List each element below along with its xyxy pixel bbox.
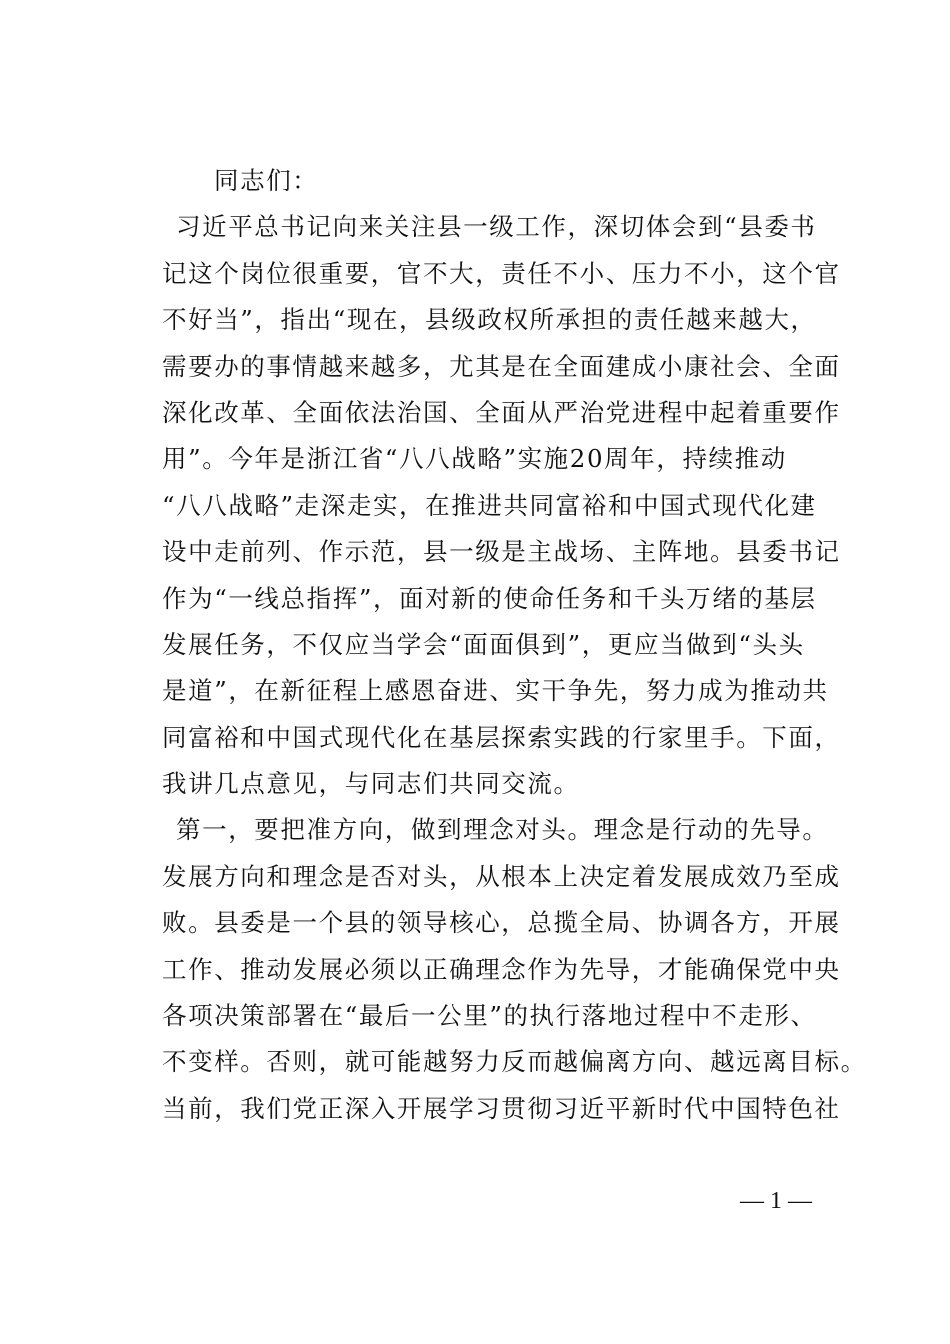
body-line: 习近平总书记向来关注县一级工作，深切体会到“县委书: [176, 212, 817, 242]
body-line: 设中走前列、作示范，县一级是主战场、主阵地。县委书记: [162, 537, 841, 567]
body-line: 不变样。否则，就可能越努力反而越偏离方向、越远离目标。: [162, 1047, 867, 1077]
body-line: 是道”，在新征程上感恩奋进、实干争先，努力成为推动共: [162, 676, 829, 706]
body-line: 发展方向和理念是否对头，从根本上决定着发展成效乃至成: [162, 861, 841, 891]
body-line: 用”。今年是浙江省“八八战略”实施20周年，持续推动: [162, 444, 787, 474]
document-body: [162, 158, 867, 1132]
body-line: 败。县委是一个县的领导核心，总揽全局、协调各方，开展: [162, 908, 841, 938]
body-line: 记这个岗位很重要，官不大，责任不小、压力不小，这个官: [162, 258, 841, 288]
body-line: 当前，我们党正深入开展学习贯彻习近平新时代中国特色社: [162, 1093, 841, 1123]
page-number: — 1 —: [740, 1188, 812, 1214]
body-line: 第一，要把准方向，做到理念对头。理念是行动的先导。: [176, 815, 829, 845]
body-line: 同富裕和中国式现代化在基层探索实践的行家里手。下面，: [162, 722, 841, 752]
body-line: “八八战略”走深走实，在推进共同富裕和中国式现代化建: [162, 490, 817, 520]
body-line: 工作、推动发展必须以正确理念作为先导，才能确保党中央: [162, 954, 841, 984]
body-line: 我讲几点意见，与同志们共同交流。: [162, 769, 580, 799]
body-line: 需要办的事情越来越多，尤其是在全面建成小康社会、全面: [162, 351, 841, 381]
salutation: 同志们：: [214, 166, 319, 195]
body-line: 作为“一线总指挥”，面对新的使命任务和千头万绪的基层: [162, 583, 817, 613]
body-line: 发展任务，不仅应当学会“面面俱到”，更应当做到“头头: [162, 629, 805, 659]
body-line: 各项决策部署在“最后一公里”的执行落地过程中不走形、: [162, 1001, 817, 1031]
body-line: 深化改革、全面依法治国、全面从严治党进程中起着重要作: [162, 397, 841, 427]
body-line: 不好当”，指出“现在，县级政权所承担的责任越来越大，: [162, 305, 817, 335]
